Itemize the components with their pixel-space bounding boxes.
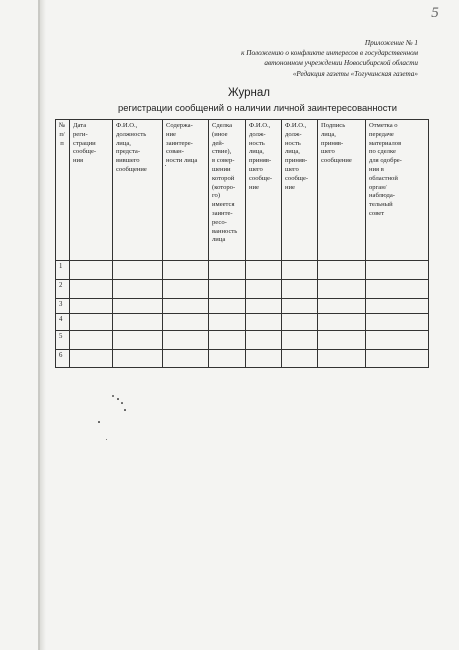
table-cell xyxy=(163,299,209,314)
table-cell xyxy=(113,299,163,314)
table-cell xyxy=(209,280,246,299)
scan-speck xyxy=(117,398,119,400)
header-cell-receiver-signature: Подпись лица, приняв- шего сообщение xyxy=(318,120,366,261)
scan-speck xyxy=(121,402,123,404)
table-cell xyxy=(282,280,318,299)
table-cell xyxy=(366,299,429,314)
row-number: 3 xyxy=(56,299,70,314)
table-cell xyxy=(282,331,318,350)
table-cell xyxy=(163,314,209,331)
page-binding-shadow xyxy=(40,0,46,650)
table-cell xyxy=(282,314,318,331)
table-cell xyxy=(246,299,282,314)
scan-speck xyxy=(124,409,126,411)
header-cell-interest-content: Содержа- ние заинтере- сован- ности лица xyxy=(163,120,209,261)
table-row xyxy=(56,331,429,350)
table-cell xyxy=(70,350,113,368)
table-cell xyxy=(246,331,282,350)
journal-title: Журнал xyxy=(228,87,270,99)
row-number: 6 xyxy=(56,350,70,368)
table-cell xyxy=(246,350,282,368)
table-cell xyxy=(70,299,113,314)
appendix-line: Приложение № 1 xyxy=(364,39,418,47)
table-cell xyxy=(282,261,318,280)
journal-subtitle: регистрации сообщений о наличии личной заинтересованности xyxy=(118,102,397,113)
table-cell xyxy=(282,299,318,314)
table-row xyxy=(56,280,429,299)
table-cell xyxy=(366,331,429,350)
table-cell xyxy=(318,331,366,350)
table-cell xyxy=(318,314,366,331)
table-cell xyxy=(163,331,209,350)
table-row xyxy=(56,314,429,331)
table-row xyxy=(56,350,429,368)
table-cell xyxy=(163,261,209,280)
register-table xyxy=(55,119,429,368)
table-cell xyxy=(318,280,366,299)
header-cell-receiver-name-2: Ф.И.О., долж- ность лица, приняв- шего сообще- ние xyxy=(282,120,318,261)
table-cell xyxy=(246,280,282,299)
header-cell-transfer-note: Отметка о передаче материалов по сделке для одобре- ния в областной орган/ наблюда- тельный совет xyxy=(366,120,429,261)
table-cell xyxy=(209,331,246,350)
table-header-row xyxy=(56,120,429,261)
table-cell xyxy=(366,280,429,299)
table-cell xyxy=(318,261,366,280)
appendix-line: к Положению о конфликте интересов в государственном xyxy=(241,49,418,58)
table-cell xyxy=(70,280,113,299)
table-cell xyxy=(70,331,113,350)
table-cell xyxy=(209,314,246,331)
handwritten-page-number: 5 xyxy=(431,5,439,21)
header-cell-receiver-name: Ф.И.О., долж- ность лица, приняв- шего сообще- ние xyxy=(246,120,282,261)
header-cell-number: № п/ п xyxy=(56,120,70,261)
row-number: 2 xyxy=(56,280,70,299)
table-cell xyxy=(366,314,429,331)
appendix-line: «Редакция газеты «Тогучинская газета» xyxy=(292,69,418,78)
header-cell-reporter-name: Ф.И.О., должность лица, предста- вившего сообщение xyxy=(113,120,163,261)
table-cell xyxy=(246,261,282,280)
table-cell xyxy=(113,261,163,280)
table-cell xyxy=(209,261,246,280)
table-cell xyxy=(246,314,282,331)
table-cell xyxy=(163,280,209,299)
table-cell xyxy=(113,331,163,350)
scan-speck xyxy=(165,165,166,166)
scan-speck xyxy=(112,395,114,397)
row-number: 5 xyxy=(56,331,70,350)
table-cell xyxy=(366,261,429,280)
appendix-note xyxy=(188,38,418,79)
table-cell xyxy=(70,314,113,331)
table-cell xyxy=(209,299,246,314)
table-cell xyxy=(113,280,163,299)
table-row xyxy=(56,299,429,314)
row-number: 4 xyxy=(56,314,70,331)
table-cell xyxy=(209,350,246,368)
table-cell xyxy=(318,299,366,314)
header-cell-registration-date: Дата реги- страции сообще- ния xyxy=(70,120,113,261)
table-cell xyxy=(318,350,366,368)
table-row xyxy=(56,261,429,280)
header-cell-transaction: Сделка (иное дей- ствие), в совер- шении которой (которо- го) имеется заинте- ресо- ванность лица xyxy=(209,120,246,261)
table-cell xyxy=(113,314,163,331)
appendix-line: автономном учреждении Новосибирской области xyxy=(264,59,418,68)
row-number: 1 xyxy=(56,261,70,280)
table-cell xyxy=(70,261,113,280)
table-cell xyxy=(366,350,429,368)
table-cell xyxy=(113,350,163,368)
table-cell xyxy=(282,350,318,368)
scan-speck xyxy=(106,439,107,440)
table-cell xyxy=(163,350,209,368)
scan-speck xyxy=(98,421,100,423)
